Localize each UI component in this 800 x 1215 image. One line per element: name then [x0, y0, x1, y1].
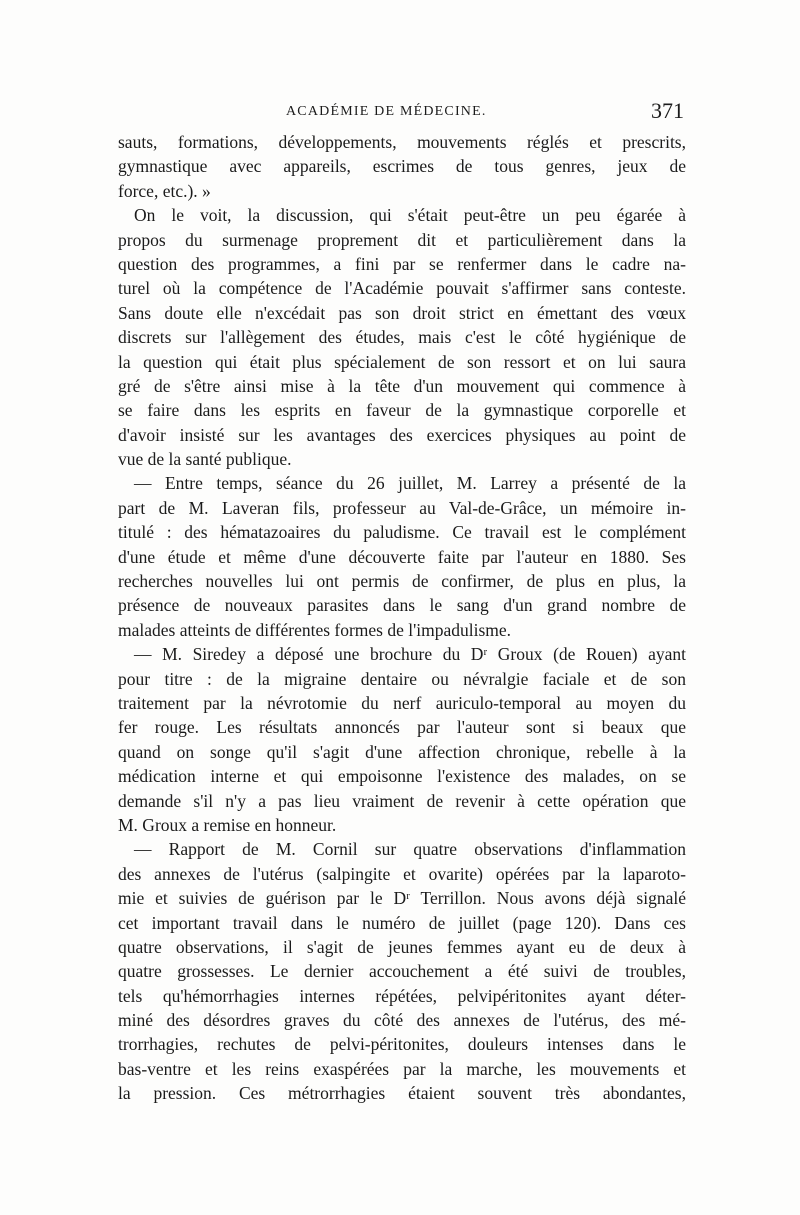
running-head — [118, 98, 684, 128]
text-line: mie et suivies de guérison par le Dʳ Terrillon. Nous avons déjà signalé — [118, 888, 686, 909]
text-line: d'une étude et même d'une découverte faite par l'auteur en 1880. Ses — [118, 546, 686, 567]
text-line: malades atteints de différentes formes de l'impadulisme. — [118, 619, 512, 640]
paragraph-first-line: On le voit, la discussion, qui s'était peut-être un peu égarée à — [134, 205, 686, 226]
text-line: discrets sur l'allègement des études, mais c'est le côté hygiénique de — [118, 327, 686, 348]
text-line: fer rouge. Les résultats annoncés par l'auteur sont si beaux que — [118, 717, 686, 738]
paragraph-first-line: — M. Siredey a déposé une brochure du Dʳ Groux (de Rouen) ayant — [134, 644, 686, 665]
paragraph-first-line: — Rapport de M. Cornil sur quatre observations d'inflammation — [134, 839, 686, 860]
text-line: recherches nouvelles lui ont permis de confirmer, de plus en plus, la — [118, 571, 686, 592]
text-line: Sans doute elle n'excédait pas son droit strict en émettant des vœux — [118, 302, 686, 323]
text-line: vue de la santé publique. — [118, 449, 292, 470]
text-line: pour titre : de la migraine dentaire ou névralgie faciale et de son — [118, 668, 686, 689]
text-line: sauts, formations, développements, mouvements réglés et prescrits, — [118, 132, 686, 152]
text-line: quatre grossesses. Le dernier accouchement a été suivi de troubles, — [118, 961, 686, 982]
text-line: miné des désordres graves du côté des annexes de l'utérus, des mé- — [118, 1010, 686, 1031]
text-line: se faire dans les esprits en faveur de la gymnastique corporelle et — [118, 400, 686, 421]
text-line: cet important travail dans le numéro de juillet (page 120). Dans ces — [118, 912, 686, 933]
text-line: quand on songe qu'il s'agit d'une affection chronique, rebelle à la — [118, 741, 686, 762]
text-line: propos du surmenage proprement dit et particulièrement dans la — [118, 229, 686, 250]
text-line: quatre observations, il s'agit de jeunes femmes ayant eu de deux à — [118, 936, 686, 957]
paragraph-first-line: — Entre temps, séance du 26 juillet, M. Larrey a présenté de la — [134, 473, 686, 494]
text-line: demande s'il n'y a pas lieu vraiment de revenir à cette opération que — [118, 790, 686, 811]
text-line: part de M. Laveran fils, professeur au Val-de-Grâce, un mémoire in- — [118, 497, 686, 518]
text-line: turel où la compétence de l'Académie pouvait s'affirmer sans conteste. — [118, 278, 686, 299]
text-line: la question qui était plus spécialement de son ressort et on lui saura — [118, 351, 686, 372]
text-line: des annexes de l'utérus (salpingite et ovarite) opérées par la laparoto- — [118, 863, 686, 884]
text-line: force, etc.). » — [118, 180, 211, 201]
text-line: tels qu'hémorrhagies internes répétées, pelvipéritonites ayant déter- — [118, 985, 686, 1006]
text-line: titulé : des hématazoaires du paludisme. Ce travail est le complément — [118, 522, 686, 543]
text-line: gymnastique avec appareils, escrimes de tous genres, jeux de — [118, 156, 686, 177]
text-line: M. Groux a remise en honneur. — [118, 814, 337, 835]
text-line: gré de s'être ainsi mise à la tête d'un mouvement qui commence à — [118, 375, 686, 396]
text-line: présence de nouveaux parasites dans le sang d'un grand nombre de — [118, 595, 686, 616]
running-title: ACADÉMIE DE MÉDECINE. — [286, 104, 487, 119]
text-line: question des programmes, a fini par se renfermer dans le cadre na- — [118, 253, 686, 274]
text-line: trorrhagies, rechutes de pelvi-péritonites, douleurs intenses dans le — [118, 1034, 686, 1055]
text-line: la pression. Ces métrorrhagies étaient souvent très abondantes, — [118, 1083, 686, 1104]
page-number: 371 — [651, 98, 684, 123]
body-text — [118, 130, 686, 1106]
text-line: médication interne et qui empoisonne l'existence des malades, on se — [118, 766, 686, 787]
text-line: bas-ventre et les reins exaspérées par la marche, les mouvements et — [118, 1058, 686, 1079]
text-line: d'avoir insisté sur les avantages des exercices physiques au point de — [118, 424, 686, 445]
text-line: traitement par la névrotomie du nerf auriculo-temporal au moyen du — [118, 692, 686, 713]
